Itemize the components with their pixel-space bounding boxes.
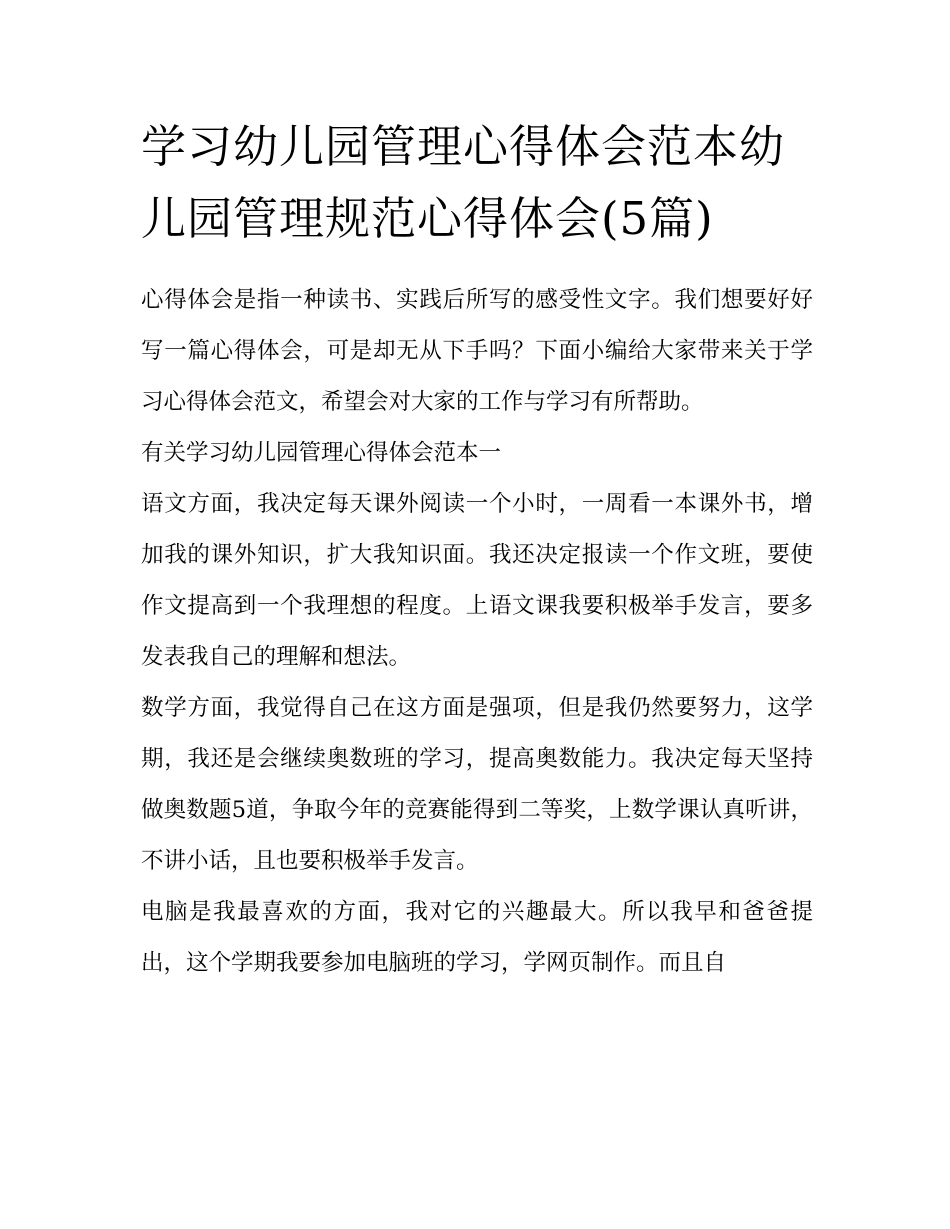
intro-paragraph: 心得体会是指一种读书、实践后所写的感受性文字。我们想要好好写一篇心得体会，可是却无从下手吗？下面小编给大家带来关于学习心得体会范文，希望会对大家的工作与学习有所帮助。 — [141, 287, 813, 415]
document-title: 学习幼儿园管理心得体会范本幼儿园管理规范心得体会(5篇) — [141, 120, 786, 245]
chinese-paragraph: 语文方面，我决定每天课外阅读一个小时，一周看一本课外书，增加我的课外知识，扩大我知识面。我还决定报读一个作文班，要使作文提高到一个我理想的程度。上语文课我要积极举手发言，要多发表我自己的理解和想法。 — [141, 491, 813, 670]
math-paragraph: 数学方面，我觉得自己在这方面是强项，但是我仍然要努力，这学期，我还是会继续奥数班的学习，提高奥数能力。我决定每天坚持做奥数题5道，争取今年的竞赛能得到二等奖，上数学课认真听讲，不讲小话，且也要积极举手发言。 — [141, 695, 813, 874]
document-content — [141, 111, 813, 989]
section-heading: 有关学习幼儿园管理心得体会范本一 — [141, 440, 502, 466]
document-body — [141, 275, 813, 989]
computer-paragraph: 电脑是我最喜欢的方面，我对它的兴趣最大。所以我早和爸爸提出，这个学期我要参加电脑班的学习，学网页制作。而且自 — [141, 899, 813, 976]
